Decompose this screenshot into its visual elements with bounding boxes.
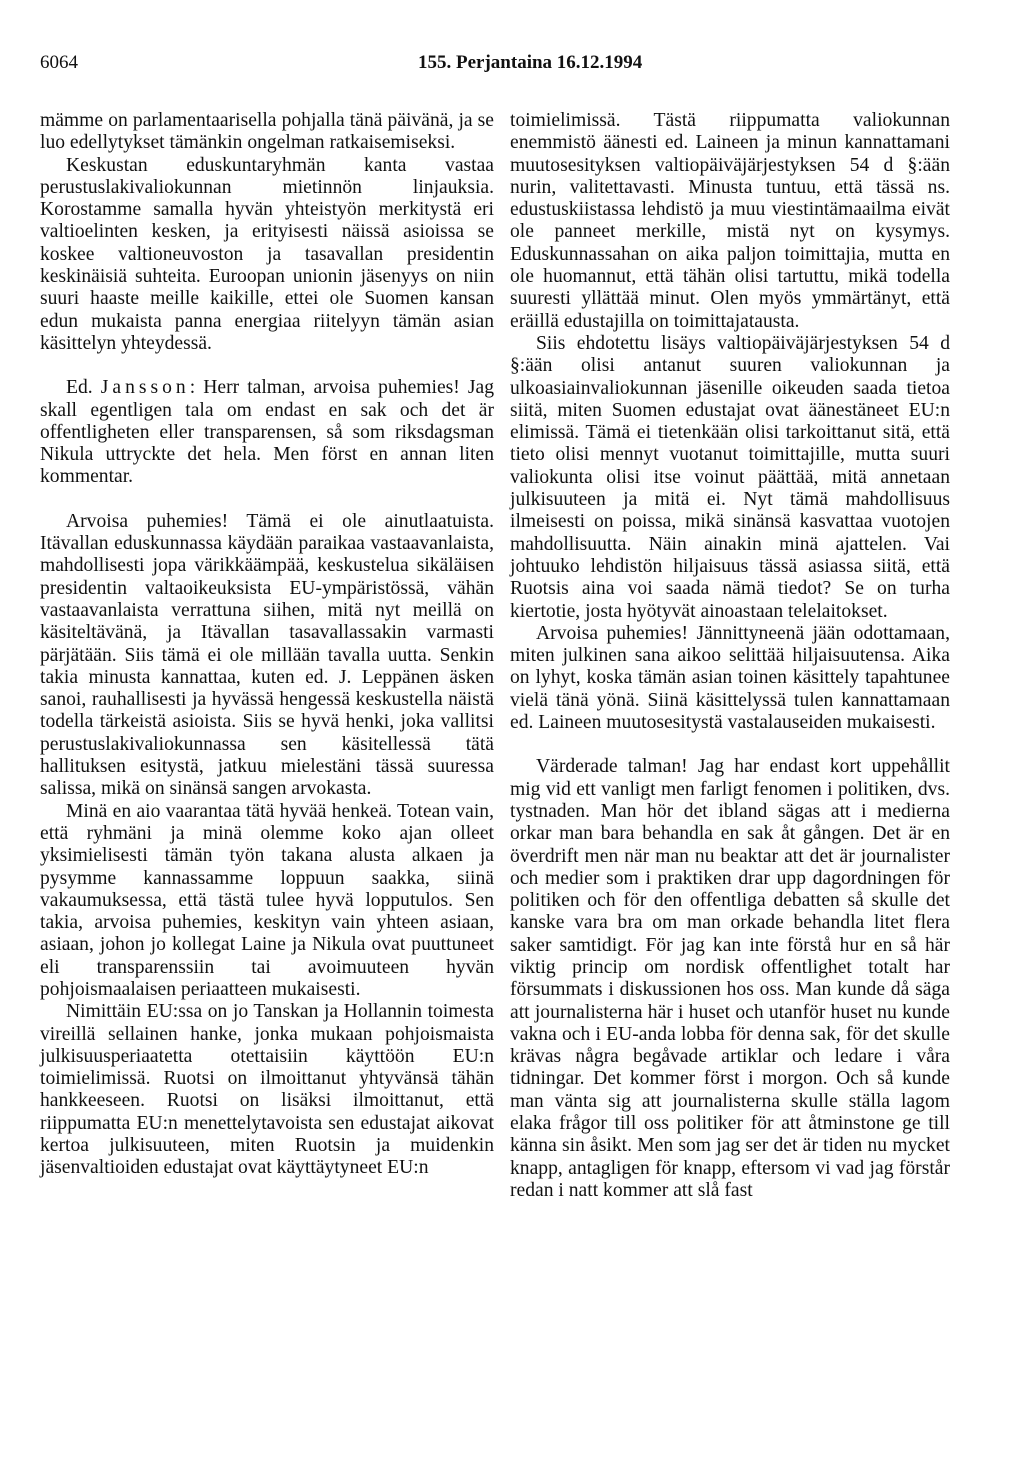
paragraph: toimielimissä. Tästä riippumatta valiokunnan enemmistö äänesti ed. Laineen ja minun kannattamani muutosesityksen valtiopäiväjärjestyksen 54 d §:ään nurin, valitettavasti. Minusta tuntuu, että tässä ns. edustuskiistassa lehdistö ja muu viestintämaailma eivät ole panneet merkille, mistä nyt on kysymys. Eduskunnassahan on aika paljon toimittajia, mutta en ole huomannut, että tähän olisi tartuttu, mikä todella suuresti yllättää minut. Olen myös ymmärtänyt, että eräillä edustajilla on toimittajatausta. [510,110,950,332]
paragraph: Siis ehdotettu lisäys valtiopäiväjärjestyksen 54 d §:ään olisi antanut suuren valiokunnan ja ulkoasiainvaliokunnan jäsenille oikeuden saada tietoa siitä, miten Suomen edustajat ovat äänestäneet EU:n elimissä. Tämä ei tietenkään olisi tarkoittanut sitä, että tieto olisi mennyt vuotanut toimittajille, mutta suuri valiokunta olisi itse voinut päättää, mitä annetaan julkisuuteen ja mitä ei. Nyt tämä mahdollisuus ilmeisesti on poissa, mikä sinänsä kasvattaa vuotojen mahdollisuutta. Näin ainakin minä ajattelen. Vai johtuuko lehdistön hiljaisuus tässä asiassa siitä, että Ruotsis aina voi saada nämä tiedot? Se on turha kiertotie, josta hyötyvät ainoastaan telelaitokset. [510,332,950,622]
speaker-prefix: Ed. [66,377,101,399]
running-head: 155. Perjantaina 16.12.1994 [418,52,643,73]
paragraph: Arvoisa puhemies! Tämä ei ole ainutlaatuista. Itävallan eduskunnassa käydään paraikaa vastaavanlaista, mahdollisesti jopa värikkäämpää, keskustelua sikäläisen presidentin valtaoikeuksista EU-ympäristössä, vähän vastaavanlaista verrattuna siihen, mitä nyt meillä on käsiteltävänä, ja Itävallan tasavallassakin varmasti pärjätään. Siis tämä ei ole millään tavalla uutta. Senkin takia minusta kannattaa, kuten ed. J. Leppänen äsken sanoi, rauhallisesti ja hyvässä hengessä keskustella näistä todella tärkeistä asioista. Siis se hyvä henki, joka vallitsi perustuslakivaliokunnassa sen käsitellessä tätä hallituksen esitystä, jatkuu mielestäni tässä suuressa salissa, mikä on sinänsä sangen arvokasta. [40,510,494,800]
speaker-paragraph [40,377,494,488]
paragraph: mämme on parlamentaarisella pohjalla tänä päivänä, ja se luo edellytykset tämänkin ongelman ratkaisemiseksi. [40,110,494,154]
right-column [510,110,950,1202]
page-number: 6064 [40,52,78,73]
left-column [40,110,494,1180]
page-header [40,52,984,82]
paragraph: Keskustan eduskuntaryhmän kanta vastaa perustuslakivaliokunnan mietinnön linjauksia. Korostamme samalla hyvän yhteistyön merkitystä eri valtioelinten kesken, ja erityisesti näissä asioissa se koskee valtioneuvoston ja tasavallan presidentin keskinäisiä suhteita. Euroopan unionin jäsenyys on niin suuri haaste meille kaikille, ettei ole Suomen kansan edun mukaista panna energiaa riitelyyn tämän asian käsittelyn yhteydessä. [40,154,494,354]
paragraph: Nimittäin EU:ssa on jo Tanskan ja Hollannin toimesta vireillä sellainen hanke, jonka mukaan pohjoismaista julkisuusperiaatetta otettaisiin käyttöön EU:n toimielimissä. Ruotsi on ilmoittanut yhtyvänsä tähän hankkeeseen. Ruotsi on lisäksi ilmoittanut, että riippumatta EU:n menettelytavoista sen edustajat aikovat kertoa julkisuuteen, miten Ruotsin ja muidenkin jäsenvaltioiden edustajat ovat käyttäytyneet EU:n [40,1001,494,1179]
paragraph: Minä en aio vaarantaa tätä hyvää henkeä. Totean vain, että ryhmäni ja minä olemme koko ajan olleet yksimielisesti tämän työn takana alusta alkaen ja pysymme kannassamme loppuun saakka, siinä vakaumuksessa, että tästä tulee hyvä lopputulos. Sen takia, arvoisa puhemies, keskityn vain yhteen asiaan, asiaan, johon jo kollegat Laine ja Nikula ovat puuttuneet eli transparenssiin tai avoimuuteen hyvän pohjoismaalaisen periaatteen mukaisesti. [40,800,494,1000]
paragraph: Värderade talman! Jag har endast kort uppehållit mig vid ett vanligt men farligt fenomen i politiken, dvs. tystnaden. Man hör det ibland sägas att i medierna orkar man bara behandla en sak åt gången. Det är en överdrift men när man nu beaktar att det är journalister och medier som i praktiken drar upp dagordningen för politiken och för den offentliga debatten så skulle det kanske vara bra om man orkade behandla litet flera saker samtidigt. För jag kan inte förstå hur en så här viktig princip om nordisk offentlighet totalt har försummats i diskussionen hos oss. Man kunde då säga att journalisterna här i huset och utanför huset nu kunde vakna och i EU-anda lobba för denna sak, för det skulle krävas några begåvade artiklar och ledare i våra tidningar. Det kommer först i morgon. Och så kunde man vänta sig att journalisterna skulle ställa lagom elaka frågor till oss politiker för att åtminstone ge till känna sin åsikt. Men som jag ser det är tiden nu mycket knapp, antagligen för knapp, eftersom vi vad jag förstår redan i natt kommer att slå fast [510,756,950,1201]
speaker-text: : Herr talman, arvoisa puhemies! Jag skall egentligen tala om endast en sak och det är offentligheten eller transparensen, så som riksdagsman Nikula uttryckte det hela. Men först en annan liten kommentar. [40,377,494,488]
speaker-name: Jansson [100,377,190,399]
paragraph: Arvoisa puhemies! Jännittyneenä jään odottamaan, miten julkinen sana aikoo selittää hiljaisuutensa. Aika on lyhyt, koska tämän asian toinen käsittely tapahtunee vielä tänä yönä. Siinä käsittelyssä tulen kannattamaan ed. Laineen muutosesitystä vastalauseiden mukaisesti. [510,622,950,734]
